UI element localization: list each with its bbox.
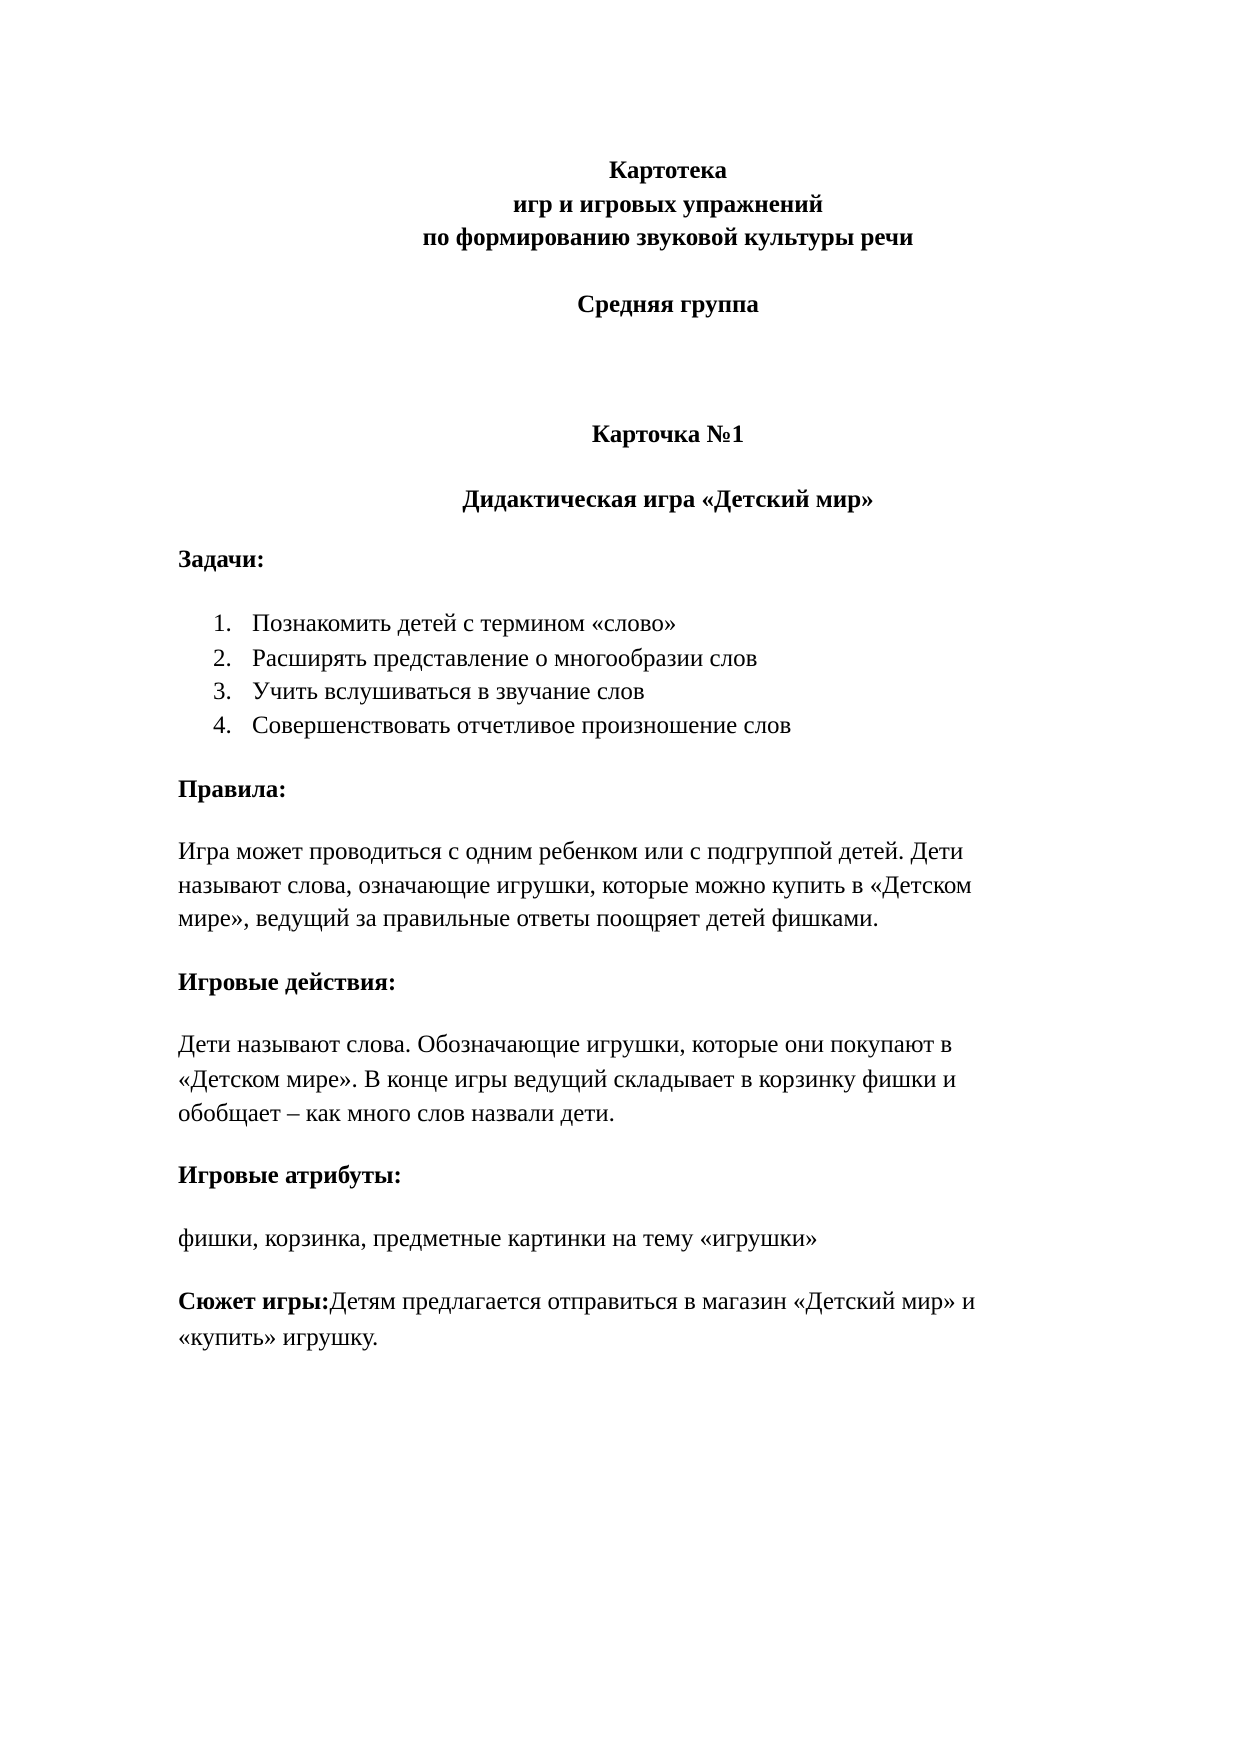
game-title: Дидактическая игра «Детский мир» — [462, 486, 874, 513]
plot-heading: Сюжет игры: — [178, 1288, 330, 1315]
task-item: Расширять представление о многообразии слов — [252, 645, 758, 672]
rules-line: Игра может проводиться с одним ребенком или с подгруппой детей. Дети — [178, 838, 964, 865]
task-number: 4. — [213, 712, 232, 739]
actions-heading: Игровые действия: — [178, 969, 397, 996]
plot-line-1 — [178, 1287, 975, 1317]
task-number: 2. — [213, 645, 232, 672]
task-item: Учить вслушиваться в звучание слов — [252, 678, 645, 705]
task-item: Познакомить детей с термином «слово» — [252, 610, 677, 637]
actions-line: «Детском мире». В конце игры ведущий складывает в корзинку фишки и — [178, 1066, 957, 1093]
rules-heading: Правила: — [178, 776, 287, 803]
attributes-heading: Игровые атрибуты: — [178, 1162, 402, 1189]
actions-line: обобщает – как много слов назвали дети. — [178, 1100, 615, 1127]
task-item: Совершенствовать отчетливое произношение слов — [252, 712, 792, 739]
group-heading: Средняя группа — [577, 291, 759, 318]
doc-title-line-2: игр и игровых упражнений — [512, 191, 824, 218]
task-number: 3. — [213, 678, 232, 705]
doc-title-line-3: по формированию звуковой культуры речи — [422, 224, 914, 251]
rules-line: называют слова, означающие игрушки, которые можно купить в «Детском — [178, 872, 972, 899]
actions-line: Дети называют слова. Обозначающие игрушки, которые они покупают в — [178, 1031, 953, 1058]
task-number: 1. — [213, 610, 232, 637]
tasks-heading: Задачи: — [178, 546, 265, 573]
attributes-text: фишки, корзинка, предметные картинки на тему «игрушки» — [178, 1225, 818, 1252]
plot-line-2: «купить» игрушку. — [178, 1324, 379, 1351]
rules-line: мире», ведущий за правильные ответы поощряет детей фишками. — [178, 905, 879, 932]
card-number: Карточка №1 — [591, 421, 745, 448]
plot-text: Детям предлагается отправиться в магазин «Детский мир» и — [329, 1288, 976, 1315]
doc-title-line-1: Картотека — [609, 157, 727, 184]
